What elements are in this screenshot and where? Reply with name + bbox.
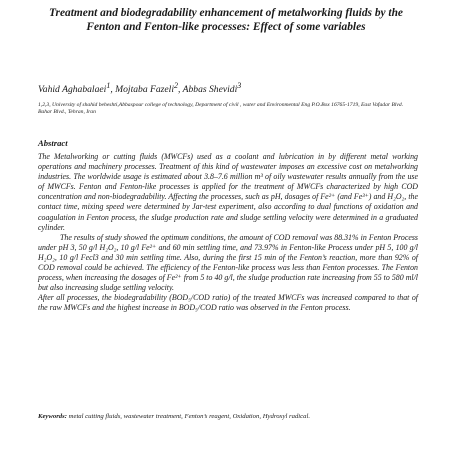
abstract-body bbox=[38, 152, 418, 314]
keywords-text: metal cutting fluids, wastewater treatment, Fenton’s reagent, Oxidation, Hydroxyl radical. bbox=[66, 413, 310, 420]
abstract-paragraph: The results of study showed the optimum conditions, the amount of COD removal was 88.31% in Fenton Process under pH 3, 50 g/l H₂O₂, 10 g/l Fe²⁺ and 60 min settling time, and 73.97% in Fenton-like Process under pH 5, 100 g/l H₂O₂, 10 g/l Fecl3 and 30 min settling time. Also, during the first 15 min of the Fenton’s reaction, more than 92% of COD removal could be achieved. The efficiency of the Fenton-like process was less than Fenton processes. The Fenton process, when increasing the dosages of Fe²⁺ from 5 to 40 g/l, the sludge production rate increasing from 55 to 580 ml/l but also increasing sludge settling velocity. bbox=[38, 232, 418, 293]
author-affiliation-mark: 1 bbox=[106, 81, 111, 90]
keywords bbox=[38, 412, 418, 421]
abstract-paragraph: After all processes, the biodegradability (BOD₅/COD ratio) of the treated MWCFs was increased compared to that of the raw MWCFs and the highest increase in BOD₅/COD ratio was observed in the Fenton process. bbox=[38, 293, 418, 313]
author-name: Abbas Shevidi bbox=[182, 84, 238, 96]
author-list: Vahid Aghabalaei$^1$, Mojtaba Fazeli$^2$, Abbas Shevidi$^3$ bbox=[38, 81, 242, 96]
author-affiliation-mark: 2 bbox=[174, 81, 178, 90]
abstract-heading: Abstract bbox=[38, 138, 68, 148]
abstract-paragraph: The Metalworking or cutting fluids (MWCFs) used as a coolant and lubrication in by different metal working operations and machinery processes. Treatment of this kind of wastewater imposes an excessive cost on metalworking industries. The worldwide usage is estimated about 3.8–7.6 million m³ of oily wastewater results annually from the use of MWCFs. Fenton and Fenton-like processes is applied for the treatment of MWCFs characterized by high COD concentration and non-biodegradability. Affecting the processes, such as pH, dosages of Fe²⁺ (and Fe³⁺) and H₂O₂, the contact time, mixing speed were determined by Jar-test experiment, also according to dual functions of oxidation and coagulation in Fenton process, the sludge production rate and sludge settling velocity were determined in a graduated cylinder. bbox=[38, 152, 418, 232]
author-name: Mojtaba Fazeli bbox=[115, 84, 174, 96]
keywords-label: Keywords: bbox=[38, 413, 67, 420]
paper-title: Treatment and biodegradability enhancement of metalworking fluids by the Fenton and Fenton-like processes: Effect of some variables bbox=[49, 7, 403, 33]
author-affiliation-mark: 3 bbox=[237, 81, 242, 90]
affiliation: 1,2,3, University of shahid beheshti,Abbaspour college of technology, Department of civil , water and Environmental Eng P.O.Box 16765-1719, East Vafadar Blvd. Bahar Blvd., Tehran, Iran bbox=[38, 102, 404, 115]
author-name: Vahid Aghabalaei bbox=[38, 84, 107, 96]
